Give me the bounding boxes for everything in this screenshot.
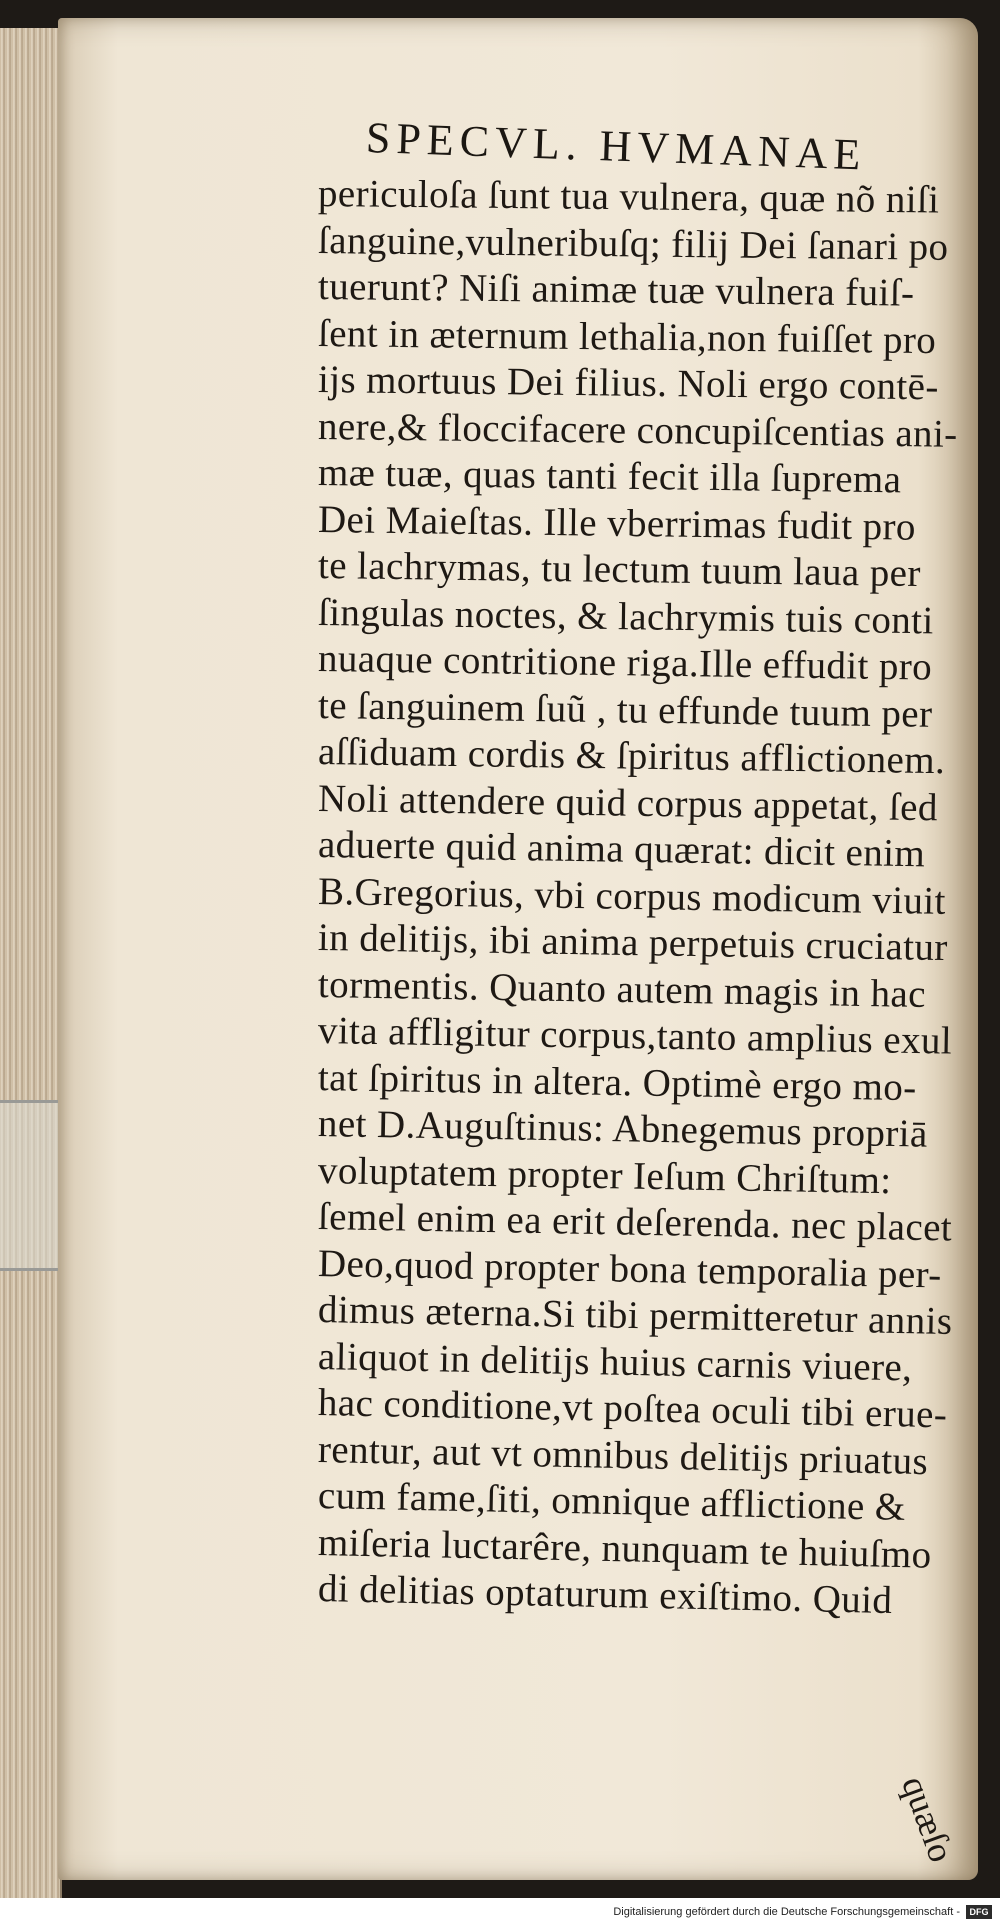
text-line: aliquot in delitijs huius carnis viuere,	[317, 1334, 913, 1389]
text-line: net D.Auguſtinus: Abnegemus propriā	[317, 1102, 929, 1156]
text-line: miſeria luctarêre, nunquam te huiuſmo	[317, 1520, 933, 1577]
text-line: periculoſa ſunt tua vulnera, quæ nõ niſi	[317, 172, 940, 222]
text-line: Dei Maieſtas. Ille vberrimas fudit pro	[317, 497, 917, 549]
text-line: tuerunt? Niſi animæ tuæ vulnera fuiſ-	[317, 265, 915, 315]
text-line: Noli attendere quid corpus appetat, ſed	[317, 776, 939, 829]
text-line: hac conditione,vt poſtea oculi tibi erue-	[317, 1381, 948, 1437]
text-line: te lachrymas, tu lectum tuum laua per	[317, 544, 922, 595]
book-page	[58, 18, 978, 1880]
text-line: ſemel enim ea erit deſerenda. nec placet	[317, 1195, 953, 1250]
text-line: Deo,quod propter bona temporalia per-	[317, 1241, 943, 1297]
text-line: tat ſpiritus in altera. Optimè ergo mo-	[317, 1055, 917, 1109]
text-line: rentur, aut vt omnibus delitijs priuatus	[317, 1427, 929, 1483]
text-line: nere,& floccifacere concupiſcentias ani-	[317, 404, 958, 456]
text-line: te ſanguinem ſuũ , tu effunde tuum per	[317, 683, 933, 736]
page-edges	[0, 28, 62, 1898]
text-line: B.Gregorius, vbi corpus modicum viuit	[317, 869, 947, 923]
footer-bar	[0, 1898, 1000, 1929]
catchword: quæſo	[894, 1770, 962, 1868]
text-line: cum fame,ſiti, omnique afflictione &	[317, 1474, 907, 1529]
text-line: in delitijs, ibi anima perpetuis cruciatur	[317, 916, 949, 970]
text-line: aduerte quid anima quærat: dicit enim	[317, 823, 926, 876]
text-line: voluptatem propter Ieſum Chriſtum:	[317, 1148, 892, 1202]
text-line: aſſiduam cordis & ſpiritus afflictionem.	[317, 730, 946, 783]
text-line: di delitias optaturum exiſtimo. Quid	[317, 1567, 893, 1623]
text-line: ſanguine,vulneribuſq; filij Dei ſanari po	[317, 218, 949, 269]
text-line: vita affligitur corpus,tanto amplius exul	[317, 1009, 953, 1063]
text-line: dimus æterna.Si tibi permitteretur annis	[317, 1288, 953, 1343]
text-line: ſent in æternum lethalia,non fuiſſet pro	[317, 311, 937, 362]
running-head: SPECVL. HVMANAE	[365, 113, 868, 180]
text-line: ijs mortuus Dei filius. Noli ergo contē-	[317, 358, 940, 409]
funding-credit: Digitalisierung gefördert durch die Deutsche Forschungsgemeinschaft -	[613, 1906, 960, 1918]
text-line: nuaque contritione riga.Ille effudit pro	[317, 637, 933, 689]
text-line: mæ tuæ, quas tanti fecit illa ſuprema	[317, 451, 902, 502]
text-line: tormentis. Quanto autem magis in hac	[317, 962, 927, 1016]
dfg-logo: DFG	[966, 1905, 992, 1919]
body-text	[317, 171, 978, 1623]
text-line: ſingulas noctes, & lachrymis tuis conti	[317, 590, 934, 642]
page-text-block	[318, 88, 978, 1848]
